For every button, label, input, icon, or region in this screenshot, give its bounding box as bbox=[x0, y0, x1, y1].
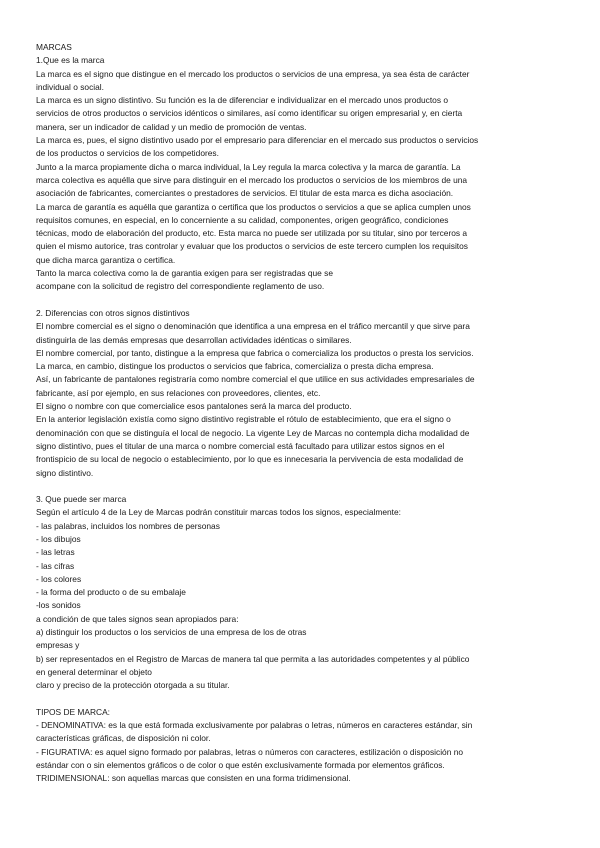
blank-line bbox=[36, 693, 568, 706]
paragraph: a) distinguir los productos o los servicios de una empresa de los de otras empresas y bbox=[36, 627, 307, 651]
paragraph: La marca es un signo distintivo. Su función es la de diferenciar e individualizar en el mercado unos productos o servicios de otros productos o servicios idénticos o similares, así como identificar su origen empresarial y, en cierta manera, ser un indicador de calidad y un medio de promoción de ventas. bbox=[36, 95, 463, 132]
blank-line bbox=[36, 294, 568, 307]
section-heading: 3. Que puede ser marca bbox=[36, 494, 127, 505]
paragraph: Tanto la marca colectiva como la de garantia exigen para ser registradas que se acompane con la solicitud de registro del correspondiente reglamento de uso. bbox=[36, 268, 334, 292]
paragraph: La marca es el signo que distingue en el mercado los productos o servicios de una empresa, ya sea ésta de carácter individual o social. bbox=[36, 68, 470, 92]
paragraph: En la anterior legislación existía como signo distintivo registrable el rótulo de establecimiento, que era el signo o denominación con que se distinguía el local de negocio. La vigente Ley de Marcas no contempla dicha modalidad de signo distintivo, pues el titular de una marca o nombre comercial está facultado para utilizar estos signos en el frontispicio de su local de negocio o establecimiento, por lo que es innecesaria la pervivencia de esta modalidad de signo distintivo. bbox=[36, 414, 470, 478]
list-item: - las palabras, incluidos los nombres de personas bbox=[36, 520, 220, 531]
document-title: MARCAS bbox=[36, 42, 72, 52]
list-item: - las cifras bbox=[36, 560, 75, 571]
paragraph: El nombre comercial es el signo o denominación que identifica a una empresa en el tráfico mercantil y que sirve para distinguirla de las demás empresas que desarrollan actividades idénticas o similares. bbox=[36, 321, 470, 345]
list-item: - los colores bbox=[36, 573, 82, 584]
blank-line bbox=[36, 480, 568, 493]
paragraph: a condición de que tales signos sean apropiados para: bbox=[36, 613, 239, 624]
paragraph: b) ser representados en el Registro de Marcas de manera tal que permita a las autoridades competentes y al público en general determinar el objeto claro y preciso de la protección otorgada a su titular. bbox=[36, 653, 470, 691]
paragraph: Junto a la marca propiamente dicha o marca individual, la Ley regula la marca colectiva y la marca de garantía. La marca colectiva es aquélla que sirve para distinguir en el mercado los productos o servicios de los miembros de una asociación de fabricantes, comerciantes o prestadores de servicios. El titular de esta marca es dicha asociación. bbox=[36, 161, 468, 199]
list-item: - los dibujos bbox=[36, 533, 81, 544]
paragraph: Así, un fabricante de pantalones registraría como nombre comercial el que utilice en sus actividades empresariales de fabricante, así por ejemplo, en sus relaciones con proveedores, clientes, etc. bbox=[36, 374, 475, 398]
section-heading: 1.Que es la marca bbox=[36, 55, 105, 66]
paragraph: El nombre comercial, por tanto, distingue a la empresa que fabrica o comercializa los productos o presta los servicios. bbox=[36, 347, 474, 358]
section-heading: TIPOS DE MARCA: bbox=[36, 706, 110, 717]
list-item: -los sonidos bbox=[36, 600, 81, 611]
paragraph: Según el artículo 4 de la Ley de Marcas podrán constituir marcas todos los signos, especialmente: bbox=[36, 507, 401, 518]
list-item: - las letras bbox=[36, 547, 75, 558]
paragraph: La marca es, pues, el signo distintivo usado por el empresario para diferenciar en el mercado sus productos o servicios de los productos o servicios de los competidores. bbox=[36, 135, 479, 159]
paragraph: El signo o nombre con que comercialice esos pantalones será la marca del producto. bbox=[36, 401, 352, 412]
list-item: - la forma del producto o de su embalaje bbox=[36, 587, 186, 598]
paragraph: La marca de garantía es aquélla que garantiza o certifica que los productos o servicios a que se aplica cumplen unos requisitos comunes, en especial, en lo concerniente a su calidad, componentes, origen geográfico, condiciones técnicas, modo de elaboración del producto, etc. Esta marca no puede ser utilizada por su titular, sino por terceros a quien el mismo autorice, tras controlar y evaluar que los productos o servicios de este tercero cumplen los requisitos que dicha marca garantiza o certifica. bbox=[36, 201, 471, 265]
document-body bbox=[36, 41, 568, 786]
section-heading: 2. Diferencias con otros signos distintivos bbox=[36, 307, 190, 318]
paragraph: - FIGURATIVA: es aquel signo formado por palabras, letras o números con caracteres, estilización o disposición no estándar con o sin elementos gráficos o de color o que estén exclusivamente formada por elementos gráficos. bbox=[36, 746, 464, 771]
paragraph: TRIDIMENSIONAL: son aquellas marcas que consisten en una forma tridimensional. bbox=[36, 773, 351, 784]
paragraph: La marca, en cambio, distingue los productos o servicios que fabrica, comercializa o presta dicha empresa. bbox=[36, 361, 434, 372]
paragraph: - DENOMINATIVA: es la que está formada exclusivamente por palabras o letras, números en caracteres estándar, sin características gráficas, de disposición ni color. bbox=[36, 720, 473, 744]
